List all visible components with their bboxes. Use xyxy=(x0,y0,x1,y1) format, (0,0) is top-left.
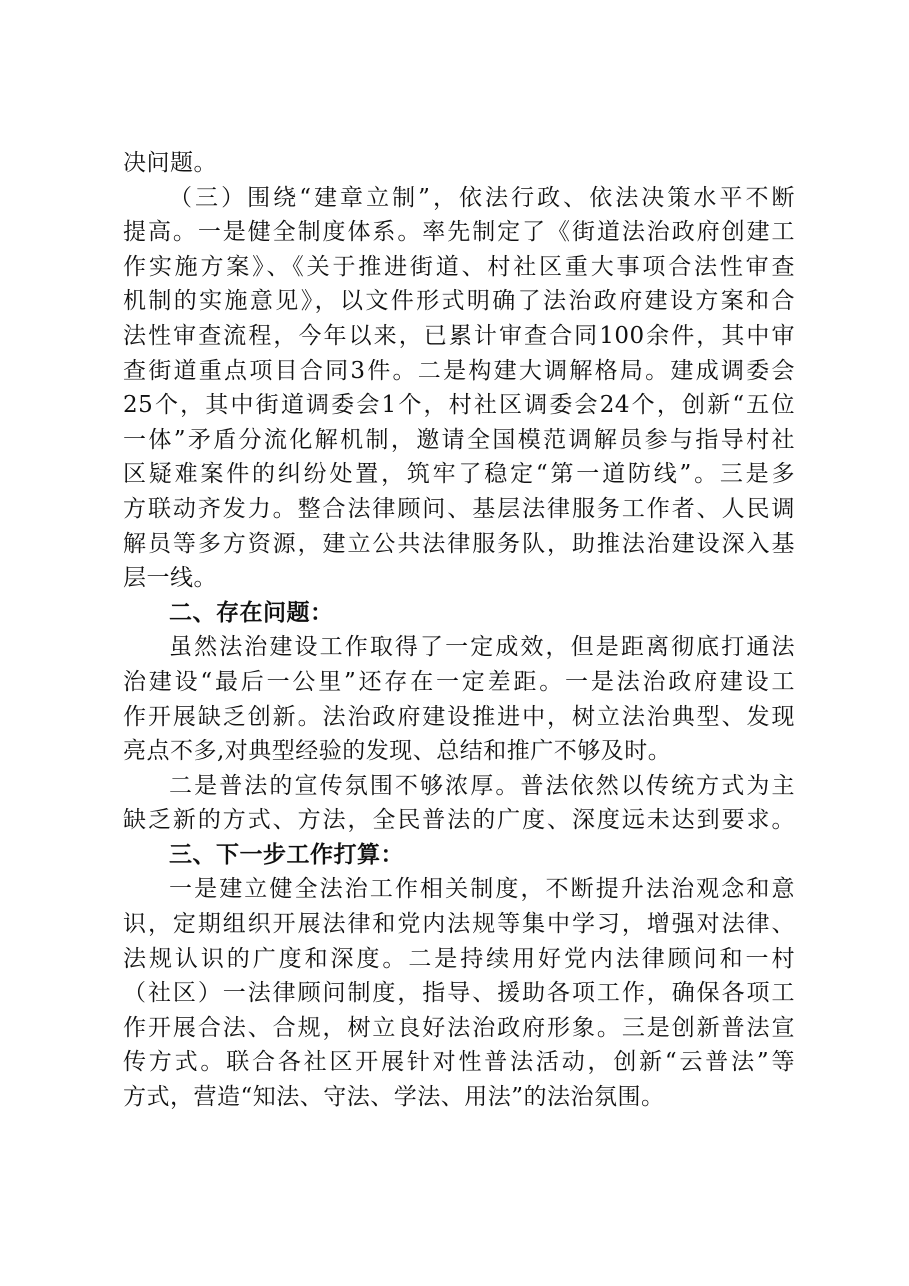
text-line: 解员等多方资源，建立公共法律服务队，助推法治建设深入基 xyxy=(123,530,795,557)
text-line: （社区）一法律顾问制度，指导、援助各项工作，确保各项工 xyxy=(123,980,795,1007)
text-line: 一体”矛盾分流化解机制，邀请全国模范调解员参与指导村社 xyxy=(123,426,795,453)
text-line: 识，定期组织开展法律和党内法规等集中学习，增强对法律、 xyxy=(123,911,795,938)
section-heading: 二、存在问题： xyxy=(169,598,334,626)
text-line: 机制的实施意见》，以文件形式明确了法治政府建设方案和合 xyxy=(123,288,795,315)
text-line: 作实施方案》、《关于推进街道、村社区重大事项合法性审查 xyxy=(123,253,795,280)
text-line: 传方式。联合各社区开展针对性普法活动，创新“云普法”等 xyxy=(123,1049,795,1076)
text-line: （三）围绕“建章立制”，依法行政、依法决策水平不断 xyxy=(169,184,795,211)
text-line: 法性审查流程，今年以来，已累计审查合同100余件，其中审 xyxy=(123,322,795,349)
text-line: 方联动齐发力。整合法律顾问、基层法律服务工作者、人民调 xyxy=(123,495,795,522)
text-line: 25个，其中街道调委会1个，村社区调委会24个，创新“五位 xyxy=(123,392,795,419)
text-line: 查街道重点项目合同3件。二是构建大调解格局。建成调委会 xyxy=(123,357,795,384)
text-line: 提高。一是健全制度体系。率先制定了《街道法治政府创建工 xyxy=(123,219,795,246)
text-line: 治建设“最后一公里”还存在一定差距。一是法治政府建设工 xyxy=(123,668,795,695)
text-line: 决问题。 xyxy=(123,150,217,176)
text-line: 区疑难案件的纠纷处置，筑牢了稳定“第一道防线”。三是多 xyxy=(123,461,795,488)
section-heading: 三、下一步工作打算： xyxy=(169,840,404,868)
text-line: 层一线。 xyxy=(123,565,217,592)
text-line: 一是建立健全法治工作相关制度，不断提升法治观念和意 xyxy=(169,876,795,903)
document-body xyxy=(123,146,795,1115)
text-line: 缺乏新的方式、方法，全民普法的广度、深度远未达到要求。 xyxy=(123,807,795,834)
text-line: 亮点不多,对典型经验的发现、总结和推广不够及时。 xyxy=(123,738,672,765)
text-line: 作开展合法、合规，树立良好法治政府形象。三是创新普法宣 xyxy=(123,1014,795,1041)
text-line: 虽然法治建设工作取得了一定成效，但是距离彻底打通法 xyxy=(169,634,795,661)
text-line: 作开展缺乏创新。法治政府建设推进中，树立法治典型、发现 xyxy=(123,703,795,730)
text-line: 方式，营造“知法、守法、学法、用法”的法治氛围。 xyxy=(123,1084,665,1111)
text-line: 二是普法的宣传氛围不够浓厚。普法依然以传统方式为主 xyxy=(169,772,795,799)
text-line: 法规认识的广度和深度。二是持续用好党内法律顾问和一村 xyxy=(123,945,795,972)
